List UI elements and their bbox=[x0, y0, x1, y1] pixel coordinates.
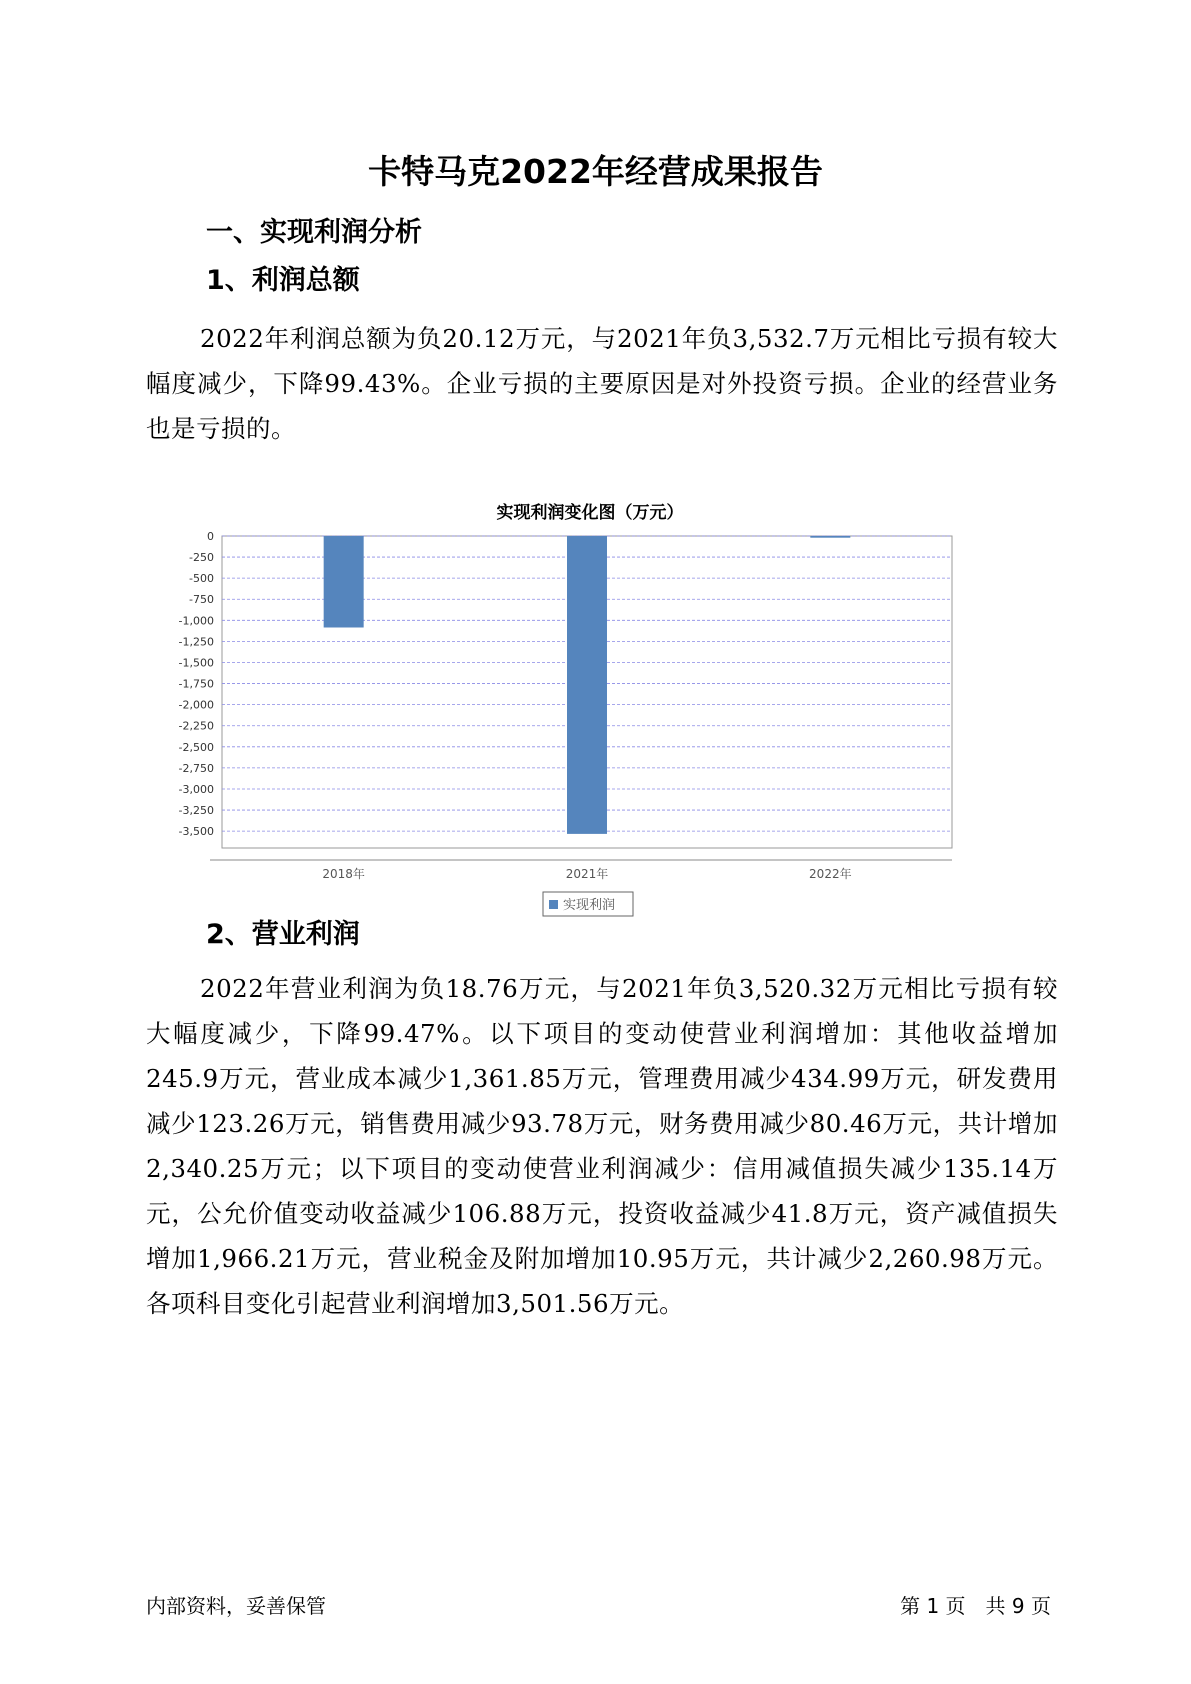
y-tick-label: -3,500 bbox=[178, 825, 214, 839]
y-tick-label: -1,000 bbox=[178, 614, 214, 628]
footer-confidential-note: 内部资料，妥善保管 bbox=[146, 1594, 326, 1618]
total-profit-paragraph: 2022年利润总额为负20.12万元，与2021年负3,532.7万元相比亏损有较大幅度减少，下降99.43%。企业亏损的主要原因是对外投资亏损。企业的经营业务也是亏损的。 bbox=[146, 324, 1058, 443]
x-tick-label: 2021年 bbox=[565, 867, 609, 881]
y-tick-label: 0 bbox=[207, 530, 214, 543]
page-total: 9 bbox=[1011, 1594, 1025, 1618]
y-tick-label: -2,000 bbox=[178, 698, 214, 712]
page-title: 卡特马克2022年经营成果报告 bbox=[368, 152, 823, 191]
y-tick-label: -2,750 bbox=[178, 761, 214, 775]
chart-plot bbox=[150, 512, 1030, 952]
y-tick-label: -1,750 bbox=[178, 677, 214, 691]
x-tick-label: 2022年 bbox=[809, 867, 852, 881]
bar-2018年 bbox=[324, 536, 364, 627]
page-prefix: 第 bbox=[900, 1594, 921, 1618]
footer-page-number bbox=[900, 1590, 1051, 1619]
section-heading-profit-analysis: 一、实现利润分析 bbox=[206, 217, 422, 248]
x-tick-label: 2018年 bbox=[322, 867, 365, 881]
y-tick-label: -750 bbox=[189, 593, 214, 607]
legend-swatch bbox=[549, 900, 558, 909]
page-suffix: 页 bbox=[1031, 1594, 1051, 1618]
y-tick-label: -2,250 bbox=[178, 719, 214, 733]
y-tick-label: -500 bbox=[189, 572, 214, 586]
legend-label: 实现利润 bbox=[563, 898, 616, 913]
operating-profit-paragraph: 2022年营业利润为负18.76万元，与2021年负3,520.32万元相比亏损有较大幅度减少，下降99.47%。以下项目的变动使营业利润增加：其他收益增加245.9万元，营业成本减少1,361.85万元，管理费用减少434.99万元，研发费用减少123.26万元，销售费用减少93.78万元，财务费用减少80.46万元，共计增加2,340.25万元；以下项目的变动使营业利润减少：信用减值损失减少135.14万元，公允价值变动收益减少106.88万元，投资收益减少41.8万元，资产减值损失增加1,966.21万元，营业税金及附加增加10.95万元，共计减少2,260.98万元。各项科目变化引起营业利润增加3,501.56万元。 bbox=[146, 974, 1058, 1318]
subsection-heading-total-profit: 1、利润总额 bbox=[206, 265, 360, 296]
y-tick-label: -3,000 bbox=[178, 782, 214, 796]
y-tick-label: -2,500 bbox=[178, 740, 214, 754]
y-tick-label: -1,500 bbox=[178, 656, 214, 670]
chart-title: 实现利润变化图（万元） bbox=[496, 503, 684, 523]
y-tick-label: -3,250 bbox=[178, 804, 214, 818]
y-tick-label: -1,250 bbox=[178, 635, 214, 649]
y-tick-label: -250 bbox=[189, 551, 214, 565]
bar-2022年 bbox=[810, 536, 850, 538]
page-current: 1 bbox=[926, 1594, 940, 1618]
subsection-heading-operating-profit: 2、营业利润 bbox=[206, 919, 360, 950]
bar-2021年 bbox=[567, 536, 607, 834]
page-mid: 页 共 bbox=[945, 1594, 1006, 1618]
profit-chart bbox=[150, 498, 1030, 958]
